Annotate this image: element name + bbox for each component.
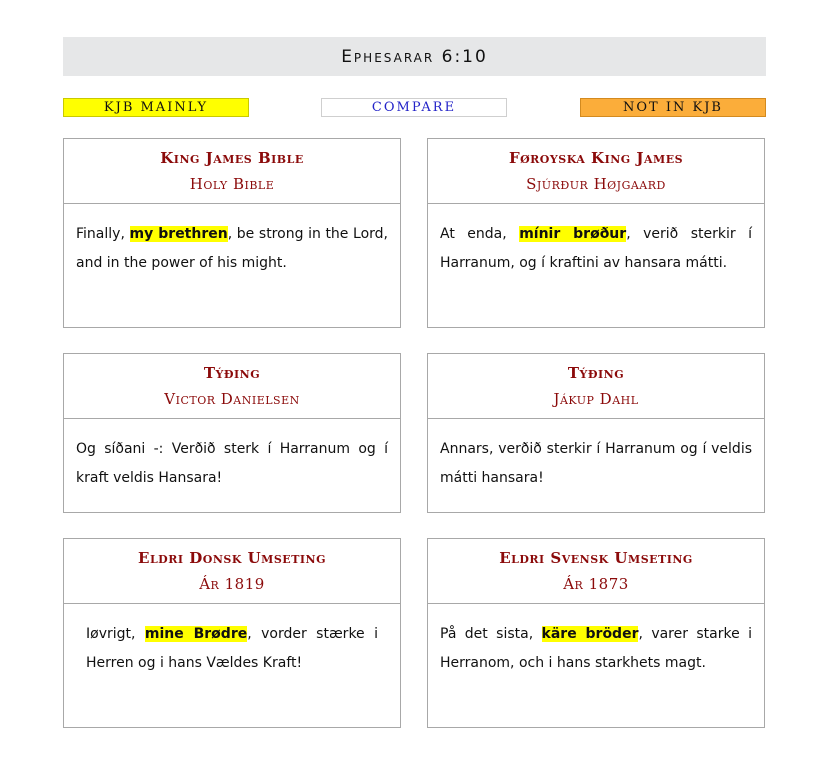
verse-text-before: På det sista, [440,626,542,642]
verse-highlight: mínir brøður [519,226,627,242]
card-subtitle: Ár 1873 [563,575,629,593]
verse-text [64,204,400,288]
translation-card-swedish-1873 [427,538,765,728]
verse-highlight: mine Brødre [144,626,248,642]
verse-text-before: Annars, verðið sterkir í Harranum og í veldis mátti hansara! [440,441,752,486]
card-subtitle: Jákup Dahl [553,390,639,408]
translation-card-foroyska-kjb [427,138,765,328]
verse-text-after: , verið sterkir í Harranum, og í kraftini av hansara mátti. [440,226,752,271]
verse-text-after: , vorder stærke i Herren og i hans Vældes Kraft! [86,626,378,671]
card-header [428,354,764,419]
verse-text-before: Iøvrigt, [86,626,145,642]
card-header [428,139,764,204]
translation-card-danish-1819 [63,538,401,728]
card-title: King James Bible [160,149,304,167]
page-title [63,37,766,76]
card-title: Týðing [203,364,261,382]
compare-label: COMPARE [371,100,457,115]
card-header [64,539,400,604]
not-in-kjb-label: NOT IN KJB [623,100,723,115]
card-title: Føroyska King James [508,149,684,167]
verse-text-before: Finally, [76,226,130,242]
translation-card-jakup-dahl [427,353,765,513]
card-header [64,354,400,419]
verse-highlight: käre bröder [541,626,639,642]
verse-text [64,604,400,688]
verse-text [428,419,764,503]
card-header [428,539,764,604]
card-subtitle: Ár 1819 [199,575,265,593]
page-title-text: Ephesarar 6:10 [341,46,488,67]
not-in-kjb-button[interactable] [580,98,766,117]
verse-text-after: , varer starke i Herranom, och i hans starkhets magt. [440,626,753,671]
translation-card-victor-danielsen [63,353,401,513]
verse-text-before: Og síðani -: Verðið sterk í Harranum og í kraft veldis Hansara! [76,441,388,486]
card-title: Týðing [567,364,625,382]
card-subtitle: Victor Danielsen [164,390,300,408]
verse-text-before: At enda, [440,226,520,242]
verse-text [428,204,764,288]
card-subtitle: Holy Bible [189,175,275,193]
kjb-mainly-button[interactable] [63,98,249,117]
compare-button[interactable] [321,98,507,117]
verse-text [64,419,400,503]
card-title: Eldri Donsk Umseting [138,549,326,567]
translation-card-kjb [63,138,401,328]
verse-highlight: my brethren [129,226,228,242]
card-title: Eldri Svensk Umseting [499,549,693,567]
kjb-mainly-label: KJB MAINLY [103,100,209,115]
verse-text [428,604,764,688]
card-header [64,139,400,204]
verse-text-after: , be strong in the Lord, and in the power of his might. [76,226,388,271]
card-subtitle: Sjúrður Højgaard [526,175,666,193]
